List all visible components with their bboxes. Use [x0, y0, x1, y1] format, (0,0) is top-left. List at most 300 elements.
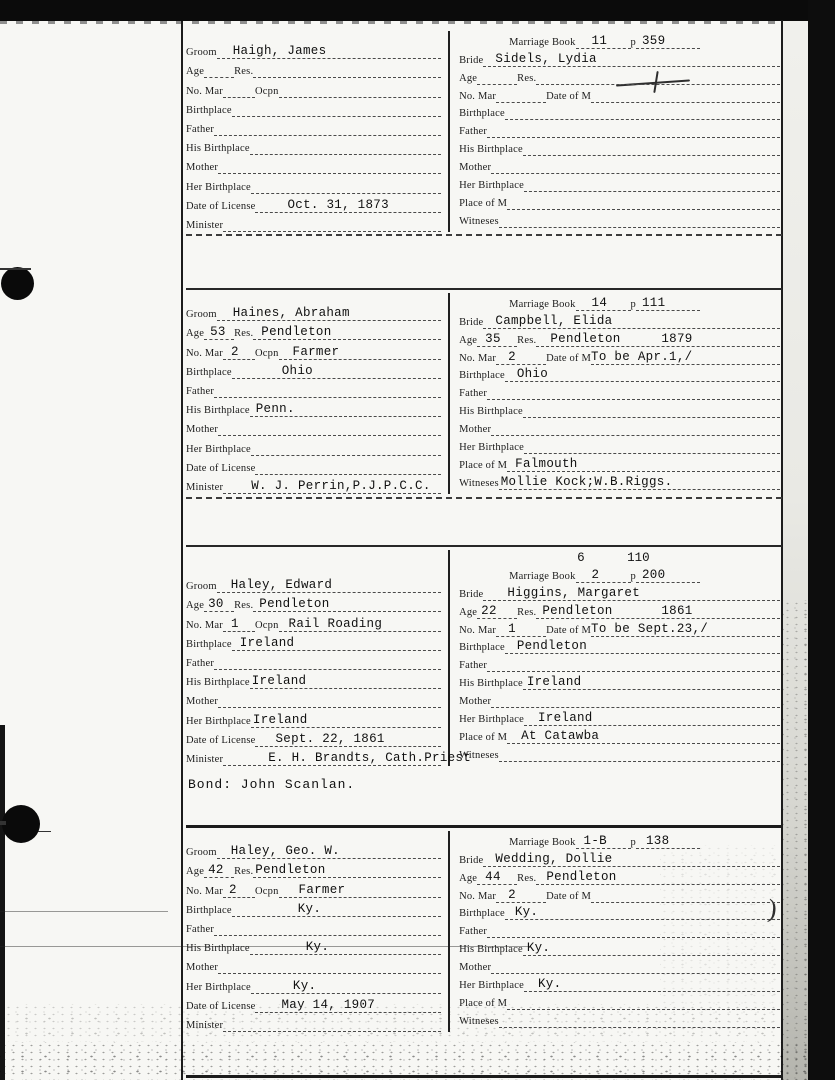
- no-mar-label: No. Mar: [459, 624, 497, 636]
- dotted-leader: [218, 955, 441, 974]
- date-of-license-label: Date of License: [186, 1000, 256, 1012]
- book-correction-row: [459, 550, 780, 565]
- marriage-record-card: [186, 288, 782, 499]
- page-correction-value: 110: [627, 551, 650, 565]
- groom-his-birthplace-value: Ky.: [305, 940, 330, 955]
- his-birthplace-label: His Birthplace: [459, 144, 523, 156]
- date-of-m-label: Date of M: [546, 352, 592, 364]
- dotted-leader: [223, 78, 255, 97]
- bride-age-value: 44: [485, 869, 501, 884]
- page-abbrev-label: p: [630, 836, 636, 848]
- groom-birthplace-value: Ky.: [297, 901, 322, 916]
- scan-noise-band: [783, 600, 808, 1080]
- dotted-leader: [507, 726, 780, 744]
- his-birthplace-label: His Birthplace: [459, 678, 523, 690]
- bride-mother-row: [459, 690, 780, 708]
- birthplace-label: Birthplace: [186, 904, 232, 916]
- marriage-book-row: [509, 565, 700, 583]
- bride-place-of-m-row: [459, 454, 780, 472]
- bride-label: Bride: [459, 54, 484, 66]
- bride-nomar-dateofm-row: [459, 619, 780, 637]
- dotted-leader: [253, 859, 441, 878]
- groom-his-birthplace-value: Penn.: [255, 402, 295, 417]
- bride-birthplace-value: Ky.: [514, 905, 539, 920]
- dotted-leader: [505, 103, 780, 121]
- bride-res-value: Pendleton: [550, 331, 621, 346]
- minister-label: Minister: [186, 481, 224, 493]
- marriage-book-label: Marriage Book: [509, 570, 576, 582]
- dotted-leader: [496, 85, 546, 103]
- bride-name-row: [459, 583, 780, 601]
- bride-his-birthplace-row: [459, 138, 780, 156]
- dotted-leader: [217, 302, 442, 321]
- bride-column: [450, 31, 782, 232]
- bride-witnesses-value: Mollie Kock;W.B.Riggs.: [500, 474, 673, 489]
- marriage-record-card: [186, 545, 782, 827]
- groom-column: [186, 40, 448, 232]
- dotted-leader: [576, 31, 631, 49]
- her-birthplace-label: Her Birthplace: [186, 981, 251, 993]
- page-number-value: 138: [646, 833, 670, 848]
- birthplace-label: Birthplace: [459, 908, 505, 920]
- birthplace-label: Birthplace: [459, 108, 505, 120]
- no-mar-label: No. Mar: [459, 90, 497, 102]
- groom-label: Groom: [186, 47, 217, 59]
- bride-name-row: [459, 311, 780, 329]
- dotted-leader: [250, 936, 442, 955]
- bride-witnesses-row: [459, 210, 780, 228]
- groom-name-row: [186, 302, 441, 321]
- dotted-leader: [523, 138, 780, 156]
- dotted-leader: [499, 744, 780, 762]
- bride-res-year-value: 1861: [661, 603, 693, 618]
- dotted-leader: [483, 849, 780, 867]
- groom-ocpn-value: Rail Roading: [288, 616, 383, 631]
- dotted-leader: [218, 155, 441, 174]
- dotted-leader: [507, 992, 780, 1010]
- dotted-leader: [255, 456, 441, 475]
- dotted-leader: [279, 78, 442, 97]
- groom-father-row: [186, 651, 441, 670]
- bride-father-row: [459, 654, 780, 672]
- ocpn-label: Ocpn: [254, 85, 279, 97]
- dotted-leader: [223, 878, 255, 897]
- age-label: Age: [459, 72, 478, 84]
- groom-nomar-ocpn-row: [186, 612, 441, 631]
- dotted-leader: [487, 654, 780, 672]
- groom-birthplace-row: [186, 898, 441, 917]
- groom-her-birthplace-value: Ireland: [252, 712, 308, 727]
- bride-witnesses-row: [459, 1010, 780, 1028]
- groom-column: [186, 840, 448, 1032]
- dotted-leader: [477, 601, 517, 619]
- mother-label: Mother: [459, 962, 492, 974]
- dotted-leader: [496, 885, 546, 903]
- mother-label: Mother: [459, 424, 492, 436]
- date-of-license-label: Date of License: [186, 734, 256, 746]
- page-number-value: 111: [642, 295, 666, 310]
- dotted-leader: [523, 400, 780, 418]
- groom-license-row: [186, 456, 441, 475]
- her-birthplace-label: Her Birthplace: [459, 714, 524, 726]
- groom-ocpn-value: Farmer: [298, 882, 346, 897]
- dotted-leader: [279, 878, 442, 897]
- dotted-leader: [536, 67, 780, 85]
- dotted-leader: [524, 974, 780, 992]
- dotted-leader: [536, 601, 780, 619]
- father-label: Father: [186, 923, 215, 935]
- groom-birthplace-row: [186, 632, 441, 651]
- father-label: Father: [186, 123, 215, 135]
- dotted-leader: [217, 574, 442, 593]
- groom-name-value: Haley, Edward: [230, 578, 333, 593]
- dotted-leader: [507, 454, 780, 472]
- groom-res-value: Pendleton: [261, 325, 332, 340]
- groom-name-row: [186, 40, 441, 59]
- date-of-m-label: Date of M: [546, 90, 592, 102]
- her-birthplace-label: Her Birthplace: [459, 442, 524, 454]
- card-left-border-line: [181, 21, 183, 1080]
- bride-no-mar-value: 2: [508, 349, 516, 364]
- his-birthplace-label: His Birthplace: [186, 405, 250, 417]
- father-label: Father: [459, 388, 488, 400]
- groom-birthplace-row: [186, 360, 441, 379]
- groom-name-value: Haines, Abraham: [232, 306, 350, 321]
- book-number-value: 1-B: [583, 833, 607, 848]
- groom-father-row: [186, 917, 441, 936]
- groom-age-res-row: [186, 859, 441, 878]
- marriage-record-card: [186, 825, 782, 1078]
- bride-nomar-dateofm-row: [459, 347, 780, 365]
- res-label: Res.: [517, 72, 537, 84]
- groom-minister-row: [186, 747, 472, 766]
- bride-birthplace-row: [459, 103, 780, 121]
- bride-age-res-row: [459, 867, 780, 885]
- groom-mother-row: [186, 689, 441, 708]
- dotted-leader: [217, 40, 442, 59]
- dotted-leader: [487, 120, 780, 138]
- groom-label: Groom: [186, 847, 217, 859]
- bride-name-value: Wedding, Dollie: [495, 851, 613, 866]
- bride-birthplace-row: [459, 903, 780, 921]
- witnesses-label: Witneses: [459, 749, 499, 761]
- groom-age-value: 42: [208, 863, 224, 878]
- groom-her-birthplace-row: [186, 174, 441, 193]
- dotted-leader: [477, 867, 517, 885]
- his-birthplace-label: His Birthplace: [186, 143, 250, 155]
- bride-place-of-m-row: [459, 992, 780, 1010]
- bond-note: Bond: John Scanlan.: [188, 777, 356, 792]
- dotted-leader: [505, 637, 780, 655]
- page-abbrev-label: p: [630, 298, 636, 310]
- dotted-leader: [253, 59, 441, 78]
- bride-his-birthplace-row: [459, 672, 780, 690]
- dotted-leader: [251, 436, 441, 455]
- book-number-value: 14: [591, 295, 608, 310]
- bride-witnesses-row: [459, 472, 780, 490]
- bride-place-of-m-row: [459, 726, 780, 744]
- groom-age-res-row: [186, 59, 441, 78]
- groom-mother-row: [186, 955, 441, 974]
- bride-place-of-m-value: At Catawba: [521, 728, 600, 743]
- bride-his-birthplace-row: [459, 400, 780, 418]
- dotted-leader: [491, 156, 780, 174]
- bride-her-birthplace-row: [459, 708, 780, 726]
- dotted-leader: [477, 329, 517, 347]
- ocpn-label: Ocpn: [254, 347, 279, 359]
- his-birthplace-label: His Birthplace: [186, 943, 250, 955]
- mother-label: Mother: [186, 424, 219, 436]
- dotted-leader: [218, 417, 441, 436]
- groom-minister-value: E. H. Brandts, Cath.Priest: [268, 750, 472, 765]
- groom-minister-row: [186, 213, 441, 232]
- no-mar-label: No. Mar: [459, 352, 497, 364]
- book-number-value: 11: [591, 33, 608, 48]
- dotted-leader: [250, 670, 442, 689]
- groom-her-birthplace-value: Ky.: [292, 978, 317, 993]
- scan-top-black-bar: [0, 0, 835, 21]
- dotted-leader: [576, 293, 631, 311]
- bride-age-res-row: [459, 329, 780, 347]
- dotted-leader: [576, 565, 631, 583]
- dotted-leader: [483, 49, 780, 67]
- dotted-leader: [524, 174, 780, 192]
- dotted-leader: [279, 612, 442, 631]
- no-mar-label: No. Mar: [459, 890, 497, 902]
- ocpn-label: Ocpn: [254, 885, 279, 897]
- res-label: Res.: [234, 328, 254, 340]
- marriage-book-label: Marriage Book: [509, 836, 576, 848]
- groom-license-row: [186, 994, 441, 1013]
- dotted-leader: [253, 321, 441, 340]
- groom-father-row: [186, 117, 441, 136]
- dotted-leader: [505, 903, 780, 921]
- bride-her-birthplace-row: [459, 974, 780, 992]
- minister-label: Minister: [186, 753, 224, 765]
- scan-line-artifact: [0, 268, 31, 270]
- her-birthplace-label: Her Birthplace: [186, 181, 251, 193]
- dotted-leader: [636, 31, 700, 49]
- mother-label: Mother: [186, 696, 219, 708]
- dotted-leader: [636, 565, 700, 583]
- groom-nomar-ocpn-row: [186, 340, 441, 359]
- scan-top-bar-fuzz: [0, 21, 835, 24]
- groom-column: [186, 302, 448, 494]
- date-of-license-label: Date of License: [186, 200, 256, 212]
- bride-no-mar-value: 1: [508, 621, 516, 636]
- groom-her-birthplace-row: [186, 708, 441, 727]
- page-abbrev-label: p: [630, 36, 636, 48]
- groom-ocpn-value: Farmer: [292, 344, 340, 359]
- dotted-leader: [223, 612, 255, 631]
- bride-birthplace-row: [459, 365, 780, 383]
- dotted-leader: [223, 475, 441, 494]
- scan-line-artifact: [38, 831, 51, 832]
- birthplace-label: Birthplace: [459, 642, 505, 654]
- groom-mother-row: [186, 417, 441, 436]
- dotted-leader: [477, 67, 517, 85]
- father-label: Father: [459, 926, 488, 938]
- bride-column: [450, 550, 782, 766]
- groom-license-value: Sept. 22, 1861: [275, 731, 385, 746]
- bride-nomar-dateofm-row: [459, 85, 780, 103]
- place-of-m-label: Place of M: [459, 197, 508, 209]
- bride-column: [450, 831, 782, 1032]
- father-label: Father: [459, 660, 488, 672]
- bride-birthplace-value: Pendleton: [516, 639, 588, 654]
- no-mar-label: No. Mar: [186, 85, 223, 97]
- dotted-leader: [214, 651, 441, 670]
- groom-her-birthplace-row: [186, 974, 441, 993]
- dotted-leader: [250, 398, 442, 417]
- date-of-m-label: Date of M: [546, 624, 592, 636]
- dotted-leader: [214, 917, 441, 936]
- groom-license-value: Oct. 31, 1873: [287, 197, 389, 212]
- father-label: Father: [186, 385, 215, 397]
- bride-mother-row: [459, 956, 780, 974]
- dotted-leader: [232, 898, 442, 917]
- groom-label: Groom: [186, 581, 217, 593]
- bride-age-res-row: [459, 601, 780, 619]
- res-label: Res.: [234, 66, 254, 78]
- dotted-leader: [591, 85, 780, 103]
- dotted-leader: [524, 436, 780, 454]
- punch-hole-icon: [1, 267, 34, 300]
- bride-birthplace-row: [459, 637, 780, 655]
- groom-age-value: 30: [208, 597, 224, 612]
- mother-label: Mother: [459, 162, 492, 174]
- dotted-leader: [487, 382, 780, 400]
- bride-name-value: Higgins, Margaret: [507, 585, 641, 600]
- marriage-book-row: [509, 831, 700, 849]
- groom-his-birthplace-row: [186, 136, 441, 155]
- bride-res-year-value: 1879: [661, 331, 693, 346]
- dotted-leader: [499, 1010, 780, 1028]
- groom-nomar-ocpn-row: [186, 878, 441, 897]
- card-columns: [186, 547, 782, 766]
- groom-name-value: Haigh, James: [232, 44, 327, 59]
- card-columns: [186, 28, 782, 232]
- dotted-leader: [499, 210, 780, 228]
- bride-mother-row: [459, 418, 780, 436]
- groom-her-birthplace-row: [186, 436, 441, 455]
- bride-name-value: Sidels, Lydia: [495, 51, 597, 66]
- book-number-value: 2: [591, 567, 600, 582]
- bride-label: Bride: [459, 854, 484, 866]
- his-birthplace-label: His Birthplace: [459, 406, 523, 418]
- his-birthplace-label: His Birthplace: [459, 944, 523, 956]
- dotted-leader: [204, 59, 234, 78]
- bride-his-birthplace-value: Ky.: [526, 941, 551, 956]
- mother-label: Mother: [186, 162, 219, 174]
- place-of-m-label: Place of M: [459, 731, 508, 743]
- bride-res-value: Pendleton: [546, 869, 617, 884]
- dotted-leader: [491, 956, 780, 974]
- page-number-value: 200: [642, 567, 666, 582]
- dotted-leader: [505, 365, 780, 383]
- dotted-leader: [232, 360, 442, 379]
- dotted-leader: [487, 920, 780, 938]
- date-of-m-label: Date of M: [546, 890, 592, 902]
- page-abbrev-label: p: [630, 570, 636, 582]
- witnesses-label: Witneses: [459, 1015, 499, 1027]
- bride-place-of-m-row: [459, 192, 780, 210]
- groom-license-row: [186, 194, 441, 213]
- birthplace-label: Birthplace: [186, 366, 232, 378]
- marriage-book-label: Marriage Book: [509, 36, 576, 48]
- dotted-leader: [214, 117, 441, 136]
- bride-father-row: [459, 382, 780, 400]
- bride-age-value: 22: [481, 603, 497, 618]
- minister-label: Minister: [186, 1019, 224, 1031]
- witnesses-label: Witneses: [459, 477, 499, 489]
- groom-age-res-row: [186, 321, 441, 340]
- handwritten-paren-mark: ): [766, 893, 779, 924]
- age-label: Age: [186, 328, 205, 340]
- dotted-leader: [251, 174, 441, 193]
- birthplace-label: Birthplace: [459, 370, 505, 382]
- groom-name-row: [186, 840, 441, 859]
- groom-mother-row: [186, 155, 441, 174]
- age-label: Age: [459, 872, 478, 884]
- dotted-leader: [536, 867, 780, 885]
- dotted-leader: [250, 136, 442, 155]
- groom-father-row: [186, 379, 441, 398]
- res-label: Res.: [517, 334, 537, 346]
- groom-name-value: Haley, Geo. W.: [230, 844, 340, 859]
- dotted-leader: [223, 213, 441, 232]
- dotted-leader: [507, 192, 780, 210]
- bride-res-value: Pendleton: [542, 603, 613, 618]
- marriage-book-row: [509, 293, 700, 311]
- bride-age-value: 35: [485, 331, 501, 346]
- groom-no-mar-value: 2: [228, 882, 237, 897]
- groom-name-row: [186, 574, 441, 593]
- scan-line-artifact: [0, 821, 6, 825]
- minister-label: Minister: [186, 219, 224, 231]
- groom-minister-row: [186, 475, 441, 494]
- place-of-m-label: Place of M: [459, 459, 508, 471]
- card-columns: [186, 828, 782, 1032]
- dotted-leader: [232, 98, 442, 117]
- groom-res-value: Pendleton: [255, 863, 326, 878]
- bride-father-row: [459, 120, 780, 138]
- dotted-leader: [591, 347, 780, 365]
- res-label: Res.: [517, 606, 537, 618]
- dotted-leader: [636, 831, 700, 849]
- groom-age-res-row: [186, 593, 441, 612]
- dotted-leader: [523, 672, 780, 690]
- her-birthplace-label: Her Birthplace: [459, 180, 524, 192]
- age-label: Age: [459, 334, 478, 346]
- dotted-leader: [591, 885, 780, 903]
- book-correction-value: 6: [577, 551, 585, 565]
- dotted-leader: [491, 418, 780, 436]
- dotted-leader: [255, 194, 441, 213]
- res-label: Res.: [234, 600, 254, 612]
- bride-name-row: [459, 49, 780, 67]
- groom-his-birthplace-value: Ireland: [251, 674, 307, 689]
- her-birthplace-label: Her Birthplace: [186, 715, 251, 727]
- dotted-leader: [496, 619, 546, 637]
- groom-his-birthplace-row: [186, 936, 441, 955]
- bride-her-birthplace-row: [459, 174, 780, 192]
- bride-no-mar-value: 2: [508, 887, 516, 902]
- res-label: Res.: [234, 866, 254, 878]
- bride-place-of-m-value: Falmouth: [515, 456, 578, 471]
- dotted-leader: [218, 689, 441, 708]
- page-number-value: 359: [642, 33, 666, 48]
